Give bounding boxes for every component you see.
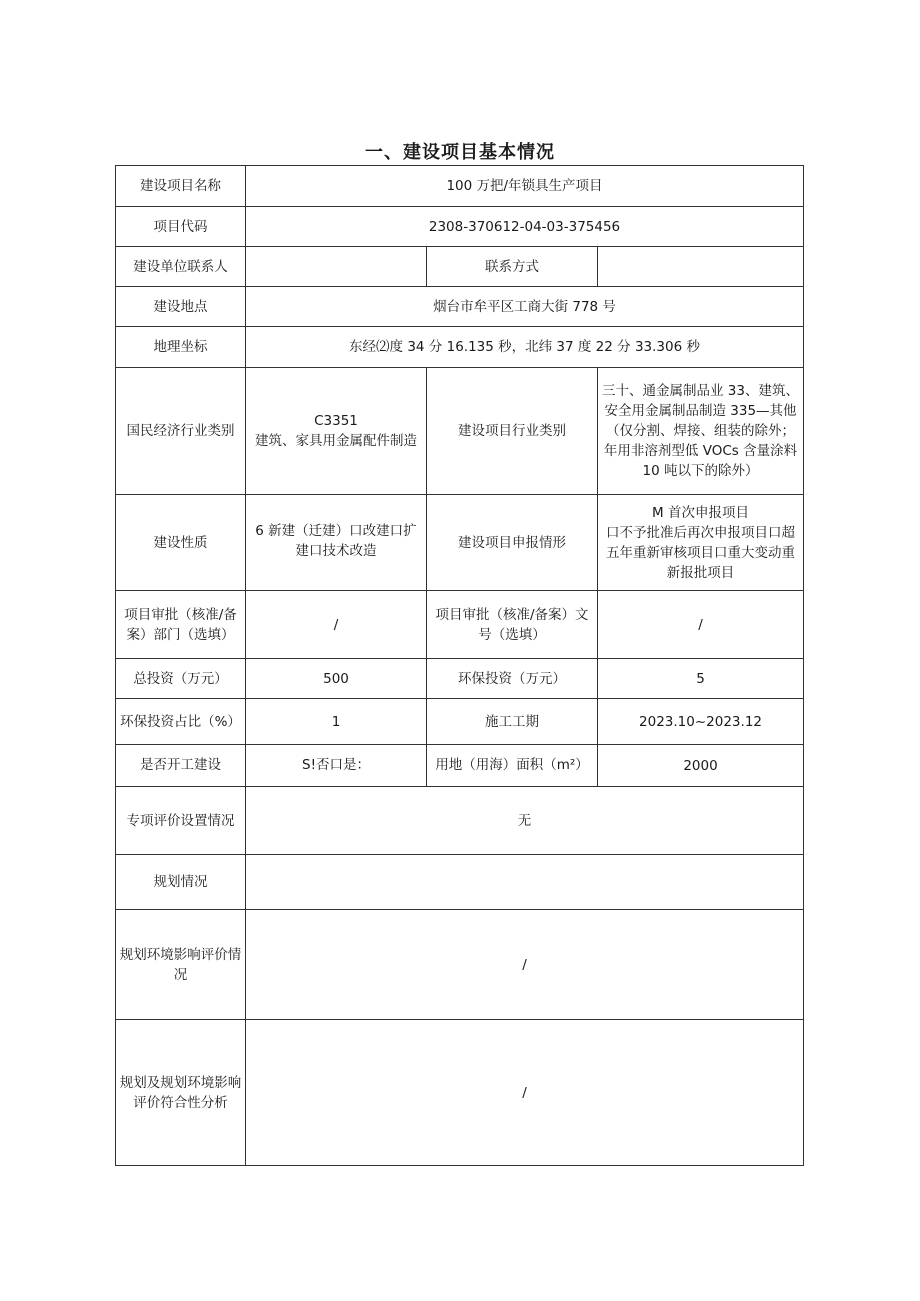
label-env-ratio: 环保投资占比（%）: [116, 699, 246, 745]
label-coordinates: 地理坐标: [116, 327, 246, 368]
label-conformity: 规划及规划环境影响评价符合性分析: [116, 1020, 246, 1166]
value-nature: 6 新建（迁建）口改建口扩建口技术改造: [246, 495, 427, 591]
value-project-code: 2308-370612-04-03-375456: [246, 207, 804, 247]
row-coordinates: [116, 327, 804, 368]
label-approval-number: 项目审批（核准/备案）文号（选填）: [427, 591, 598, 659]
row-project-name: [116, 166, 804, 207]
row-special-eval: [116, 787, 804, 855]
value-planning: [246, 855, 804, 910]
value-project-industry: 三十、通金属制品业 33、建筑、安全用金属制品制造 335—其他（仅分割、焊接、组装的除外；年用非溶剂型低 VOCs 含量涂料 10 吨以下的除外）: [598, 368, 804, 495]
value-env-ratio: 1: [246, 699, 427, 745]
value-contact: [246, 247, 427, 287]
value-started: S!否口是：: [246, 745, 427, 787]
value-approval-dept: /: [246, 591, 427, 659]
row-approval: [116, 591, 804, 659]
label-land-area: 用地（用海）面积（m²）: [427, 745, 598, 787]
page-title: 一、建设项目基本情况: [365, 142, 555, 163]
label-construction-period: 施工工期: [427, 699, 598, 745]
value-declaration: [598, 495, 804, 591]
industry-name: 建筑、家具用金属配件制造: [255, 433, 417, 449]
value-location: 烟台市牟平区工商大街 778 号: [246, 287, 804, 327]
row-industry: [116, 368, 804, 495]
label-industry: 国民经济行业类别: [116, 368, 246, 495]
declaration-other: 口不予批准后再次申报项目口超五年重新审核项目口重大变动重新报批项目: [606, 524, 796, 581]
row-project-code: [116, 207, 804, 247]
label-project-name: 建设项目名称: [116, 166, 246, 207]
label-env-investment: 环保投资（万元）: [427, 659, 598, 699]
value-special-eval: 无: [246, 787, 804, 855]
label-project-industry: 建设项目行业类别: [427, 368, 598, 495]
basic-info-table: [115, 165, 804, 1166]
industry-code: C3351: [314, 413, 358, 429]
label-declaration: 建设项目申报情形: [427, 495, 598, 591]
value-planning-env: /: [246, 910, 804, 1020]
label-project-code: 项目代码: [116, 207, 246, 247]
row-investment: [116, 659, 804, 699]
label-location: 建设地点: [116, 287, 246, 327]
value-contact-method: [598, 247, 804, 287]
value-project-name: 100 万把/年锁具生产项目: [246, 166, 804, 207]
value-total-investment: 500: [246, 659, 427, 699]
value-industry: [246, 368, 427, 495]
row-location: [116, 287, 804, 327]
value-env-investment: 5: [598, 659, 804, 699]
label-special-eval: 专项评价设置情况: [116, 787, 246, 855]
label-nature: 建设性质: [116, 495, 246, 591]
row-planning: [116, 855, 804, 910]
row-planning-env: [116, 910, 804, 1020]
label-contact: 建设单位联系人: [116, 247, 246, 287]
value-conformity: /: [246, 1020, 804, 1166]
value-approval-number: /: [598, 591, 804, 659]
value-construction-period: 2023.10~2023.12: [598, 699, 804, 745]
declaration-first: M 首次申报项目: [652, 504, 749, 521]
value-coordinates: 东经⑵度 34 分 16.135 秒，北纬 37 度 22 分 33.306 秒: [246, 327, 804, 368]
value-land-area: 2000: [598, 745, 804, 787]
row-ratio: [116, 699, 804, 745]
label-planning: 规划情况: [116, 855, 246, 910]
label-planning-env: 规划环境影响评价情况: [116, 910, 246, 1020]
label-contact-method: 联系方式: [427, 247, 598, 287]
row-contact: [116, 247, 804, 287]
label-started: 是否开工建设: [116, 745, 246, 787]
row-conformity: [116, 1020, 804, 1166]
row-nature: [116, 495, 804, 591]
label-approval-dept: 项目审批（核准/备案）部门（选填）: [116, 591, 246, 659]
label-total-investment: 总投资（万元）: [116, 659, 246, 699]
row-started: [116, 745, 804, 787]
